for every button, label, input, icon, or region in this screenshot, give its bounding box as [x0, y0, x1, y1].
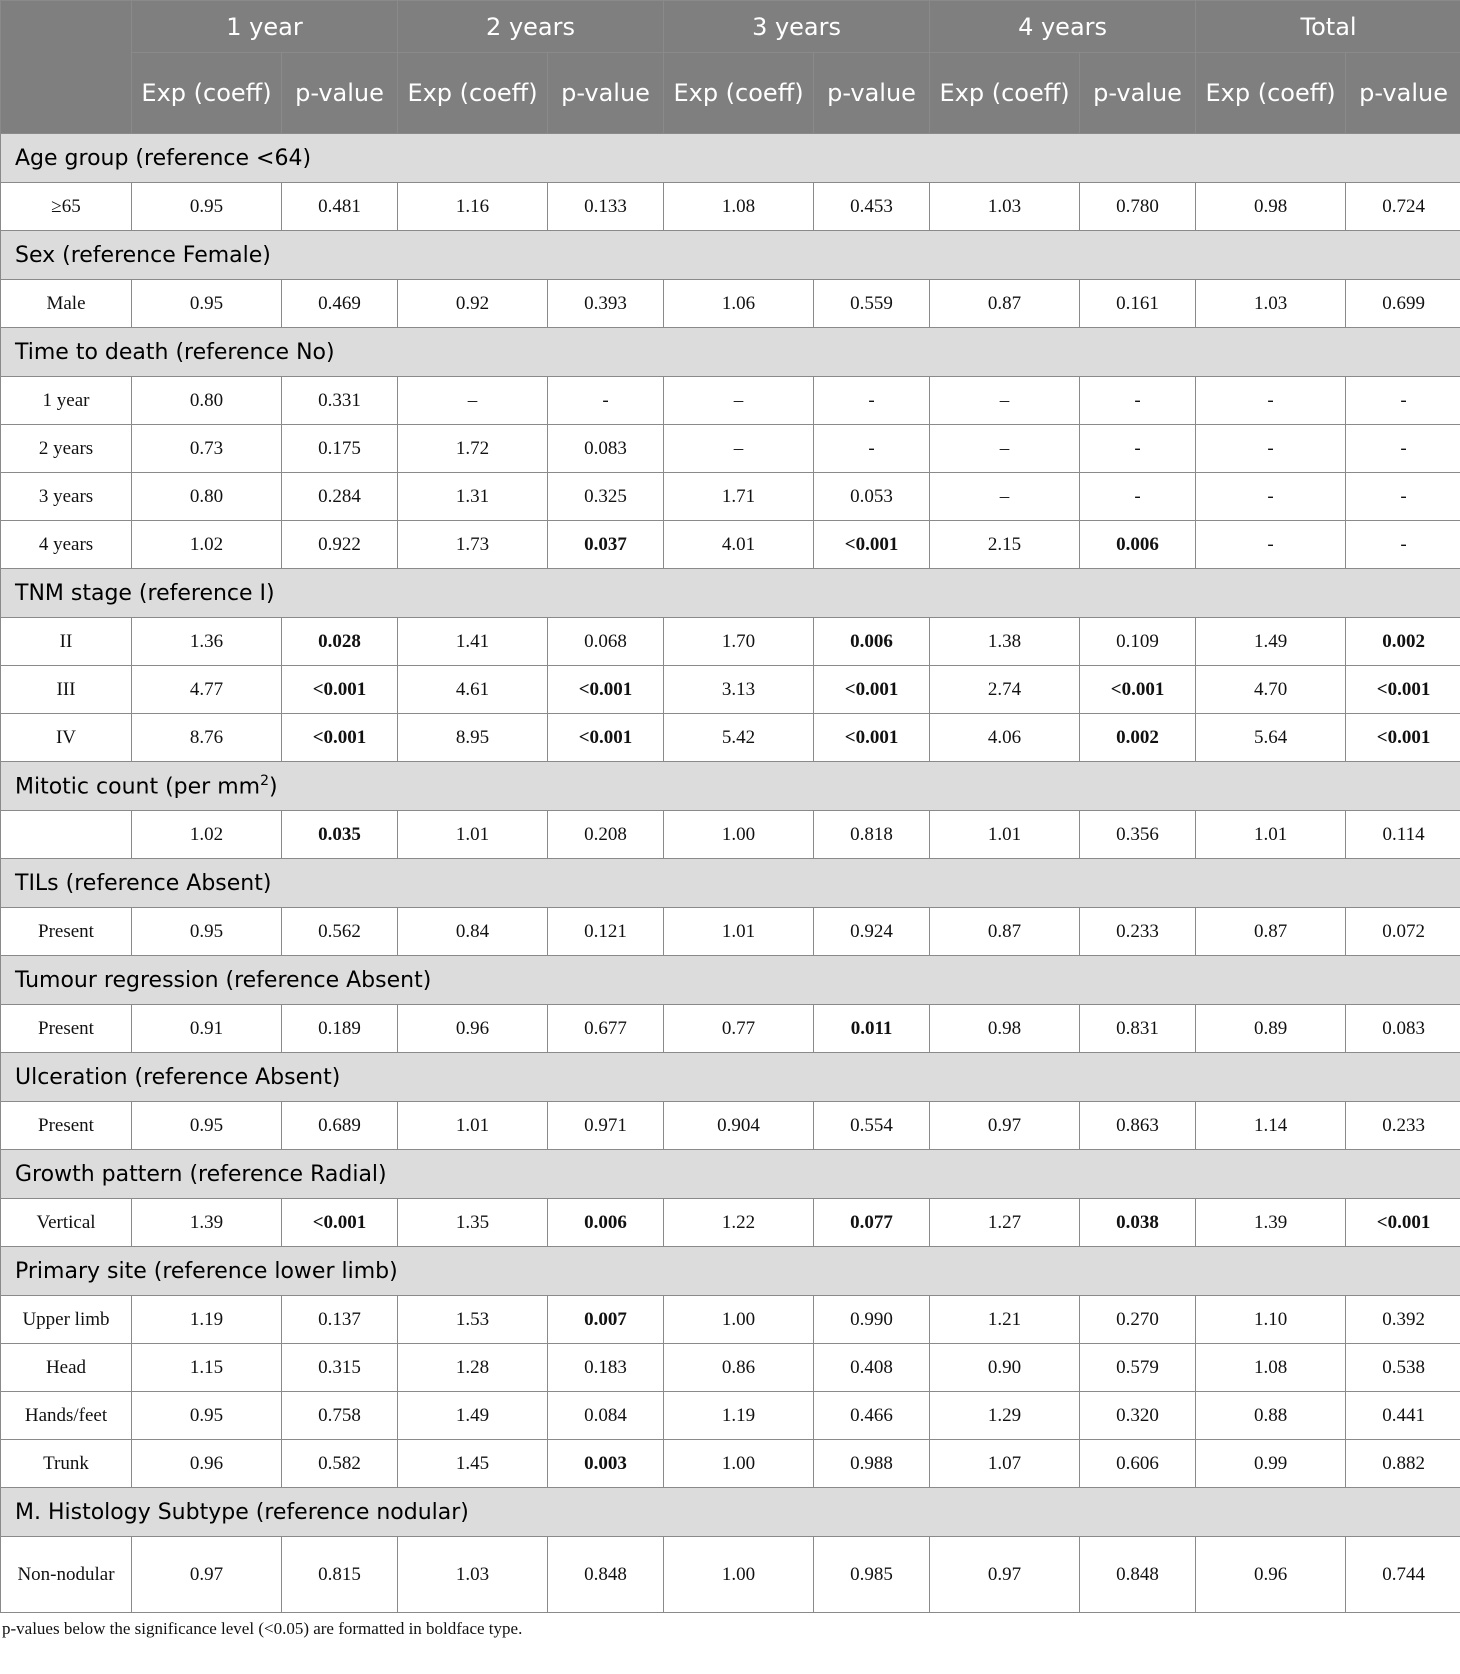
- exp-coeff-cell: 4.70: [1196, 666, 1346, 714]
- table-row: [1, 618, 1460, 666]
- exp-coeff-cell: 2.74: [930, 666, 1080, 714]
- p-value-cell: 0.758: [282, 1392, 398, 1440]
- exp-coeff-cell: 1.07: [930, 1440, 1080, 1488]
- p-value-cell: 0.003: [548, 1440, 664, 1488]
- p-value-cell: -: [814, 425, 930, 473]
- exp-coeff-cell: 1.01: [398, 1102, 548, 1150]
- exp-coeff-cell: 1.03: [398, 1537, 548, 1613]
- section-title: [1, 762, 1460, 811]
- section-title: [1, 328, 1460, 377]
- exp-coeff-cell: 0.95: [132, 280, 282, 328]
- section-title-text: Sex (reference Female): [15, 242, 271, 268]
- table-header: [1, 1, 1460, 134]
- section-row: [1, 328, 1460, 377]
- p-value-cell: 0.137: [282, 1296, 398, 1344]
- exp-coeff-cell: 4.61: [398, 666, 548, 714]
- row-label: 2 years: [1, 425, 132, 473]
- table-row: [1, 183, 1460, 231]
- exp-coeff-cell: 1.16: [398, 183, 548, 231]
- exp-coeff-cell: 1.70: [664, 618, 814, 666]
- exp-coeff-cell: 0.99: [1196, 1440, 1346, 1488]
- section-title-text: TILs (reference Absent): [15, 870, 272, 896]
- exp-coeff-cell: 1.01: [664, 908, 814, 956]
- exp-coeff-cell: 0.84: [398, 908, 548, 956]
- table-row: [1, 908, 1460, 956]
- row-label: Trunk: [1, 1440, 132, 1488]
- row-label: [1, 811, 132, 859]
- exp-coeff-cell: 0.98: [930, 1005, 1080, 1053]
- exp-coeff-cell: 0.96: [1196, 1537, 1346, 1613]
- p-value-cell: 0.392: [1346, 1296, 1460, 1344]
- p-value-cell: 0.744: [1346, 1537, 1460, 1613]
- exp-coeff-cell: –: [398, 377, 548, 425]
- p-value-cell: 0.315: [282, 1344, 398, 1392]
- exp-coeff-cell: 1.53: [398, 1296, 548, 1344]
- exp-coeff-cell: 0.96: [398, 1005, 548, 1053]
- section-row: [1, 762, 1460, 811]
- p-value-cell: <0.001: [1346, 666, 1460, 714]
- table-row: [1, 425, 1460, 473]
- section-title: [1, 231, 1460, 280]
- p-value-cell: 0.818: [814, 811, 930, 859]
- row-label: 4 years: [1, 521, 132, 569]
- p-value-cell: 0.006: [548, 1199, 664, 1247]
- section-title-suffix: ): [268, 774, 278, 800]
- p-value-cell: -: [1080, 473, 1196, 521]
- exp-coeff-cell: 1.27: [930, 1199, 1080, 1247]
- header-group: Total: [1196, 1, 1460, 53]
- exp-coeff-cell: 0.80: [132, 377, 282, 425]
- exp-coeff-cell: 2.15: [930, 521, 1080, 569]
- exp-coeff-cell: 1.29: [930, 1392, 1080, 1440]
- p-value-cell: 0.233: [1346, 1102, 1460, 1150]
- exp-coeff-cell: 1.01: [398, 811, 548, 859]
- exp-coeff-cell: 1.22: [664, 1199, 814, 1247]
- exp-coeff-cell: 1.02: [132, 521, 282, 569]
- p-value-cell: 0.441: [1346, 1392, 1460, 1440]
- exp-coeff-cell: 1.01: [930, 811, 1080, 859]
- exp-coeff-cell: 1.03: [1196, 280, 1346, 328]
- section-row: [1, 1488, 1460, 1537]
- section-row: [1, 1247, 1460, 1296]
- exp-coeff-cell: 0.87: [930, 280, 1080, 328]
- exp-coeff-cell: -: [1196, 521, 1346, 569]
- p-value-cell: 0.559: [814, 280, 930, 328]
- header-exp-coeff: Exp (coeff): [930, 53, 1080, 134]
- p-value-cell: 0.084: [548, 1392, 664, 1440]
- exp-coeff-cell: 1.10: [1196, 1296, 1346, 1344]
- p-value-cell: 0.579: [1080, 1344, 1196, 1392]
- section-row: [1, 231, 1460, 280]
- p-value-cell: 0.699: [1346, 280, 1460, 328]
- exp-coeff-cell: -: [1196, 425, 1346, 473]
- exp-coeff-cell: 0.97: [132, 1537, 282, 1613]
- section-title: [1, 569, 1460, 618]
- section-title: [1, 859, 1460, 908]
- section-title-text: TNM stage (reference I): [15, 580, 275, 606]
- p-value-cell: -: [814, 377, 930, 425]
- table-row: [1, 1296, 1460, 1344]
- p-value-cell: 0.208: [548, 811, 664, 859]
- section-title-text: Tumour regression (reference Absent): [15, 967, 432, 993]
- table-row: [1, 811, 1460, 859]
- section-title-text: Age group (reference <64): [15, 145, 312, 171]
- header-p-value: p-value: [1080, 53, 1196, 134]
- p-value-cell: -: [1080, 377, 1196, 425]
- exp-coeff-cell: 3.13: [664, 666, 814, 714]
- header-exp-coeff: Exp (coeff): [1196, 53, 1346, 134]
- header-p-value: p-value: [282, 53, 398, 134]
- header-exp-coeff: Exp (coeff): [132, 53, 282, 134]
- row-label: Hands/feet: [1, 1392, 132, 1440]
- p-value-cell: 0.831: [1080, 1005, 1196, 1053]
- p-value-cell: <0.001: [282, 666, 398, 714]
- exp-coeff-cell: 0.96: [132, 1440, 282, 1488]
- p-value-cell: 0.035: [282, 811, 398, 859]
- p-value-cell: 0.990: [814, 1296, 930, 1344]
- exp-coeff-cell: -: [1196, 473, 1346, 521]
- p-value-cell: 0.114: [1346, 811, 1460, 859]
- p-value-cell: -: [1346, 521, 1460, 569]
- p-value-cell: 0.072: [1346, 908, 1460, 956]
- p-value-cell: 0.689: [282, 1102, 398, 1150]
- exp-coeff-cell: 1.00: [664, 1440, 814, 1488]
- exp-coeff-cell: 1.49: [1196, 618, 1346, 666]
- exp-coeff-cell: 1.01: [1196, 811, 1346, 859]
- p-value-cell: <0.001: [1080, 666, 1196, 714]
- header-p-value: p-value: [1346, 53, 1460, 134]
- p-value-cell: <0.001: [814, 714, 930, 762]
- row-label: Head: [1, 1344, 132, 1392]
- p-value-cell: 0.077: [814, 1199, 930, 1247]
- section-title-text: Time to death (reference No): [15, 339, 335, 365]
- p-value-cell: 0.554: [814, 1102, 930, 1150]
- p-value-cell: 0.325: [548, 473, 664, 521]
- section-title-text: Mitotic count (per mm: [15, 774, 261, 800]
- p-value-cell: 0.988: [814, 1440, 930, 1488]
- row-label: Present: [1, 1005, 132, 1053]
- exp-coeff-cell: 0.86: [664, 1344, 814, 1392]
- p-value-cell: -: [1080, 425, 1196, 473]
- table-row: [1, 714, 1460, 762]
- exp-coeff-cell: 1.08: [1196, 1344, 1346, 1392]
- p-value-cell: 0.924: [814, 908, 930, 956]
- exp-coeff-cell: 0.87: [930, 908, 1080, 956]
- section-row: [1, 859, 1460, 908]
- row-label: Male: [1, 280, 132, 328]
- p-value-cell: 0.121: [548, 908, 664, 956]
- p-value-cell: 0.848: [1080, 1537, 1196, 1613]
- p-value-cell: 0.466: [814, 1392, 930, 1440]
- section-title: [1, 1488, 1460, 1537]
- row-label: 3 years: [1, 473, 132, 521]
- p-value-cell: -: [548, 377, 664, 425]
- exp-coeff-cell: 0.77: [664, 1005, 814, 1053]
- exp-coeff-cell: –: [930, 377, 1080, 425]
- p-value-cell: <0.001: [814, 521, 930, 569]
- row-label: IV: [1, 714, 132, 762]
- p-value-cell: 0.006: [814, 618, 930, 666]
- exp-coeff-cell: 5.42: [664, 714, 814, 762]
- p-value-cell: 0.007: [548, 1296, 664, 1344]
- exp-coeff-cell: 8.76: [132, 714, 282, 762]
- p-value-cell: 0.002: [1080, 714, 1196, 762]
- row-label: III: [1, 666, 132, 714]
- exp-coeff-cell: 1.36: [132, 618, 282, 666]
- exp-coeff-cell: 0.92: [398, 280, 548, 328]
- row-label: Non-nodular: [1, 1537, 132, 1613]
- exp-coeff-cell: 1.00: [664, 811, 814, 859]
- p-value-cell: 0.068: [548, 618, 664, 666]
- table-row: [1, 666, 1460, 714]
- p-value-cell: 0.863: [1080, 1102, 1196, 1150]
- p-value-cell: 0.053: [814, 473, 930, 521]
- exp-coeff-cell: 1.28: [398, 1344, 548, 1392]
- section-title: [1, 134, 1460, 183]
- header-exp-coeff: Exp (coeff): [664, 53, 814, 134]
- table-row: [1, 1392, 1460, 1440]
- exp-coeff-cell: –: [930, 473, 1080, 521]
- row-label: II: [1, 618, 132, 666]
- p-value-cell: 0.083: [1346, 1005, 1460, 1053]
- exp-coeff-cell: 1.08: [664, 183, 814, 231]
- exp-coeff-cell: 1.14: [1196, 1102, 1346, 1150]
- exp-coeff-cell: 1.00: [664, 1296, 814, 1344]
- table-row: [1, 521, 1460, 569]
- p-value-cell: 0.183: [548, 1344, 664, 1392]
- exp-coeff-cell: 1.02: [132, 811, 282, 859]
- table-row: [1, 1537, 1460, 1613]
- p-value-cell: 0.469: [282, 280, 398, 328]
- exp-coeff-cell: 1.35: [398, 1199, 548, 1247]
- table-footnote: p-values below the significance level (<0.05) are formatted in boldface type.: [2, 1619, 523, 1638]
- exp-coeff-cell: 1.03: [930, 183, 1080, 231]
- table-row: [1, 1102, 1460, 1150]
- p-value-cell: 0.408: [814, 1344, 930, 1392]
- table-row: [1, 1005, 1460, 1053]
- p-value-cell: 0.582: [282, 1440, 398, 1488]
- section-title: [1, 1053, 1460, 1102]
- exp-coeff-cell: 0.88: [1196, 1392, 1346, 1440]
- table-row: [1, 1199, 1460, 1247]
- section-title-text: Ulceration (reference Absent): [15, 1064, 341, 1090]
- p-value-cell: 0.538: [1346, 1344, 1460, 1392]
- section-title: [1, 1150, 1460, 1199]
- p-value-cell: <0.001: [814, 666, 930, 714]
- p-value-cell: <0.001: [548, 714, 664, 762]
- p-value-cell: 0.815: [282, 1537, 398, 1613]
- p-value-cell: -: [1346, 377, 1460, 425]
- header-group: 4 years: [930, 1, 1196, 53]
- p-value-cell: 0.133: [548, 183, 664, 231]
- p-value-cell: <0.001: [282, 714, 398, 762]
- p-value-cell: 0.453: [814, 183, 930, 231]
- exp-coeff-cell: 0.95: [132, 1392, 282, 1440]
- exp-coeff-cell: 1.71: [664, 473, 814, 521]
- exp-coeff-cell: 0.97: [930, 1102, 1080, 1150]
- section-title-text: Growth pattern (reference Radial): [15, 1161, 387, 1187]
- exp-coeff-cell: 0.91: [132, 1005, 282, 1053]
- exp-coeff-cell: 1.19: [132, 1296, 282, 1344]
- header-p-value: p-value: [548, 53, 664, 134]
- p-value-cell: <0.001: [548, 666, 664, 714]
- exp-coeff-cell: 0.73: [132, 425, 282, 473]
- row-label: Vertical: [1, 1199, 132, 1247]
- p-value-cell: 0.848: [548, 1537, 664, 1613]
- header-group: 3 years: [664, 1, 930, 53]
- p-value-cell: 0.175: [282, 425, 398, 473]
- p-value-cell: 0.270: [1080, 1296, 1196, 1344]
- p-value-cell: 0.161: [1080, 280, 1196, 328]
- p-value-cell: 0.028: [282, 618, 398, 666]
- p-value-cell: <0.001: [1346, 714, 1460, 762]
- p-value-cell: 0.780: [1080, 183, 1196, 231]
- p-value-cell: 0.002: [1346, 618, 1460, 666]
- exp-coeff-cell: 0.80: [132, 473, 282, 521]
- row-label: ≥65: [1, 183, 132, 231]
- section-title-text: Primary site (reference lower limb): [15, 1258, 398, 1284]
- exp-coeff-cell: 4.01: [664, 521, 814, 569]
- exp-coeff-cell: 1.41: [398, 618, 548, 666]
- p-value-cell: 0.356: [1080, 811, 1196, 859]
- p-value-cell: 0.233: [1080, 908, 1196, 956]
- exp-coeff-cell: 0.98: [1196, 183, 1346, 231]
- exp-coeff-cell: 0.89: [1196, 1005, 1346, 1053]
- exp-coeff-cell: 1.19: [664, 1392, 814, 1440]
- p-value-cell: 0.038: [1080, 1199, 1196, 1247]
- p-value-cell: 0.109: [1080, 618, 1196, 666]
- section-title: [1, 956, 1460, 1005]
- exp-coeff-cell: 0.904: [664, 1102, 814, 1150]
- exp-coeff-cell: 5.64: [1196, 714, 1346, 762]
- exp-coeff-cell: 4.77: [132, 666, 282, 714]
- p-value-cell: 0.971: [548, 1102, 664, 1150]
- p-value-cell: 0.606: [1080, 1440, 1196, 1488]
- section-row: [1, 569, 1460, 618]
- p-value-cell: 0.331: [282, 377, 398, 425]
- exp-coeff-cell: –: [664, 377, 814, 425]
- section-title-superscript: 2: [260, 772, 269, 789]
- table-row: [1, 1440, 1460, 1488]
- p-value-cell: 0.882: [1346, 1440, 1460, 1488]
- p-value-cell: 0.037: [548, 521, 664, 569]
- exp-coeff-cell: 1.21: [930, 1296, 1080, 1344]
- exp-coeff-cell: 1.31: [398, 473, 548, 521]
- p-value-cell: 0.481: [282, 183, 398, 231]
- p-value-cell: 0.083: [548, 425, 664, 473]
- table-row: [1, 473, 1460, 521]
- section-title-text: M. Histology Subtype (reference nodular): [15, 1499, 469, 1525]
- row-label: Upper limb: [1, 1296, 132, 1344]
- exp-coeff-cell: –: [930, 425, 1080, 473]
- p-value-cell: 0.393: [548, 280, 664, 328]
- p-value-cell: -: [1346, 473, 1460, 521]
- p-value-cell: 0.985: [814, 1537, 930, 1613]
- p-value-cell: 0.724: [1346, 183, 1460, 231]
- row-label: Present: [1, 908, 132, 956]
- p-value-cell: 0.562: [282, 908, 398, 956]
- exp-coeff-cell: 1.45: [398, 1440, 548, 1488]
- p-value-cell: -: [1346, 425, 1460, 473]
- exp-coeff-cell: 1.06: [664, 280, 814, 328]
- p-value-cell: 0.189: [282, 1005, 398, 1053]
- section-row: [1, 956, 1460, 1005]
- exp-coeff-cell: 1.15: [132, 1344, 282, 1392]
- header-p-value: p-value: [814, 53, 930, 134]
- table-row: [1, 1344, 1460, 1392]
- p-value-cell: 0.922: [282, 521, 398, 569]
- exp-coeff-cell: 1.72: [398, 425, 548, 473]
- exp-coeff-cell: 0.95: [132, 1102, 282, 1150]
- header-corner: [1, 1, 132, 134]
- exp-coeff-cell: 8.95: [398, 714, 548, 762]
- header-group: 2 years: [398, 1, 664, 53]
- table-row: [1, 280, 1460, 328]
- p-value-cell: <0.001: [282, 1199, 398, 1247]
- exp-coeff-cell: 1.73: [398, 521, 548, 569]
- exp-coeff-cell: 1.00: [664, 1537, 814, 1613]
- exp-coeff-cell: 0.87: [1196, 908, 1346, 956]
- section-row: [1, 1150, 1460, 1199]
- table-row: [1, 377, 1460, 425]
- p-value-cell: 0.677: [548, 1005, 664, 1053]
- p-value-cell: <0.001: [1346, 1199, 1460, 1247]
- p-value-cell: 0.320: [1080, 1392, 1196, 1440]
- exp-coeff-cell: 1.39: [1196, 1199, 1346, 1247]
- exp-coeff-cell: -: [1196, 377, 1346, 425]
- p-value-cell: 0.284: [282, 473, 398, 521]
- exp-coeff-cell: 0.97: [930, 1537, 1080, 1613]
- p-value-cell: 0.006: [1080, 521, 1196, 569]
- exp-coeff-cell: 0.90: [930, 1344, 1080, 1392]
- exp-coeff-cell: 1.49: [398, 1392, 548, 1440]
- exp-coeff-cell: 0.95: [132, 183, 282, 231]
- header-exp-coeff: Exp (coeff): [398, 53, 548, 134]
- exp-coeff-cell: 4.06: [930, 714, 1080, 762]
- exp-coeff-cell: 1.39: [132, 1199, 282, 1247]
- section-row: [1, 134, 1460, 183]
- row-label: Present: [1, 1102, 132, 1150]
- section-title: [1, 1247, 1460, 1296]
- exp-coeff-cell: 1.38: [930, 618, 1080, 666]
- header-group: 1 year: [132, 1, 398, 53]
- exp-coeff-cell: –: [664, 425, 814, 473]
- row-label: 1 year: [1, 377, 132, 425]
- section-row: [1, 1053, 1460, 1102]
- p-value-cell: 0.011: [814, 1005, 930, 1053]
- table-body: [1, 134, 1460, 1613]
- exp-coeff-cell: 0.95: [132, 908, 282, 956]
